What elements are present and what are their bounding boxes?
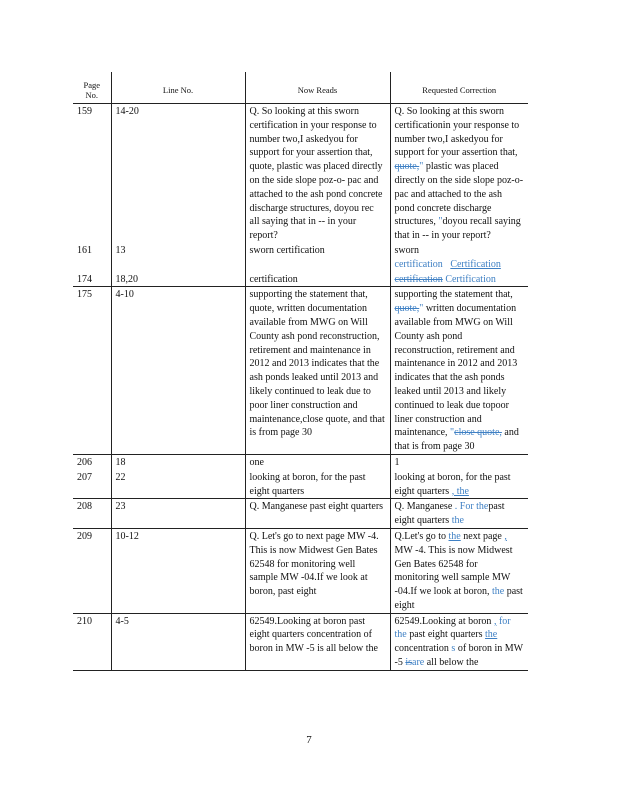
- inserted-text: s: [451, 643, 456, 655]
- now-reads-cell: supporting the statement that, quote, written documentation available from MWG on Will County ash pond reconstruction, retirement and maintenance in 2012 and 2013 indicates that the ash ponds leaked until 2013 and likely continued to leak due to poor liner construction and maintenance,close quote, and that is from page 30: [245, 287, 390, 455]
- line-cell: 18,20: [111, 272, 245, 287]
- table-row: [73, 272, 528, 287]
- correction-cell: supporting the statement that, quote," written documentation available from MWG on Will County ash pond reconstruction, retirement and maintenance in 2012 and 2013 indicates that the ash ponds leaked until 2013 and likely continued to leak due topoor liner construction and maintenance, "close quote, and that is from page 30: [390, 287, 528, 455]
- line-cell: 4-5: [111, 613, 245, 670]
- correction-cell: Q. So looking at this sworn certificationin your response to number two,I askedyou for support for your assertion that, quote," plastic was placed directly on the side slope poz-o- pac and attached to the ash pond concrete discharge structures, "doyou recall saying that in -- in your report?: [390, 104, 528, 243]
- line-cell: 13: [111, 243, 245, 272]
- correction-cell: 1: [390, 454, 528, 469]
- correction-cell: looking at boron, for the past eight quarters , the: [390, 470, 528, 499]
- table-row: [73, 243, 528, 272]
- inserted-text: , the: [451, 485, 469, 497]
- page-cell: 209: [73, 528, 111, 613]
- page-cell: 206: [73, 454, 111, 469]
- inserted-text: ,: [493, 615, 497, 627]
- deleted-text: certification: [394, 273, 443, 285]
- inserted-text: Certification: [445, 273, 496, 285]
- page-cell: 207: [77, 471, 92, 483]
- table-row: [73, 499, 528, 529]
- header-requested-correction: Requested Correction: [390, 72, 528, 104]
- inserted-text: the: [448, 530, 461, 542]
- errata-table: [73, 72, 528, 671]
- header-now-reads: Now Reads: [245, 72, 390, 104]
- page-number: 7: [306, 734, 312, 746]
- now-reads-cell: looking at boron, for the past eight quarters: [245, 470, 390, 499]
- header-page-no: Page No.: [73, 72, 111, 104]
- line-cell: 10-12: [111, 528, 245, 613]
- inserted-text: the: [491, 586, 505, 598]
- page-cell: 175: [73, 287, 111, 455]
- correction-cell: sworn certification Certification: [390, 243, 528, 272]
- line-cell: 23: [111, 499, 245, 529]
- deleted-text: quote,: [394, 161, 420, 173]
- now-reads-cell: Q. So looking at this sworn certification in your response to number two,I askedyou for support for your assertion that, quote, plastic was placed directly on the side slope poz-o- pac and attached to the ash pond concrete discharge structures, doyou rec all saying that in -- in your report?: [245, 104, 390, 243]
- inserted-text: the: [451, 515, 464, 527]
- correction-cell: Q. Manganese . For thepast eight quarters the: [390, 499, 528, 529]
- deleted-text: quote,: [394, 303, 420, 315]
- inserted-text: Certification: [450, 258, 501, 270]
- table-row: [73, 470, 528, 499]
- inserted-text: certification: [394, 258, 443, 270]
- correction-cell: Q.Let's go to the next page , MW -4. This is now Midwest Gen Bates 62548 for monitoring well sample MW -04.If we look at boron, the past eight: [390, 528, 528, 613]
- line-cell: 14-20: [111, 104, 245, 243]
- header-line-no: Line No.: [111, 72, 245, 104]
- page-cell: 208: [73, 499, 111, 529]
- now-reads-cell: one: [245, 454, 390, 469]
- page-cell: 174: [77, 273, 92, 285]
- header-row: [73, 72, 528, 104]
- inserted-text: . For the: [454, 501, 489, 513]
- now-reads-cell: certification: [245, 272, 390, 287]
- inserted-text: ,: [504, 530, 507, 542]
- correction-cell: 62549.Looking at boron , for the past eight quarters the concentration s of boron in MW -5 isare all below the: [390, 613, 528, 670]
- table-row: [73, 613, 528, 670]
- now-reads-cell: 62549.Looking at boron past eight quarters concentration of boron in MW -5 is all below the: [245, 613, 390, 670]
- deleted-text: is: [405, 657, 413, 669]
- table-row: [73, 454, 528, 469]
- now-reads-cell: Q. Let's go to next page MW -4. This is now Midwest Gen Bates 62548 for monitoring well sample MW -04.If we look at boron, past eight: [245, 528, 390, 613]
- inserted-text: ": [450, 427, 455, 439]
- page-cell: 210: [73, 613, 111, 670]
- inserted-text: for the: [394, 615, 511, 641]
- table-row: [73, 104, 528, 243]
- inserted-text: are: [412, 657, 425, 669]
- inserted-text: ": [438, 216, 443, 228]
- now-reads-cell: sworn certification: [245, 243, 390, 272]
- page-cell: 161: [77, 244, 92, 256]
- table-row: [73, 287, 528, 455]
- line-cell: 22: [111, 470, 245, 499]
- deleted-text: close quote,: [454, 427, 502, 439]
- inserted-text: ": [419, 161, 424, 173]
- now-reads-cell: Q. Manganese past eight quarters: [245, 499, 390, 529]
- page-cell: 159: [77, 106, 92, 117]
- inserted-text: the: [485, 629, 498, 641]
- line-cell: 18: [111, 454, 245, 469]
- table-row: [73, 528, 528, 613]
- correction-cell: [390, 272, 528, 287]
- line-cell: 4-10: [111, 287, 245, 455]
- inserted-text: ": [419, 303, 424, 315]
